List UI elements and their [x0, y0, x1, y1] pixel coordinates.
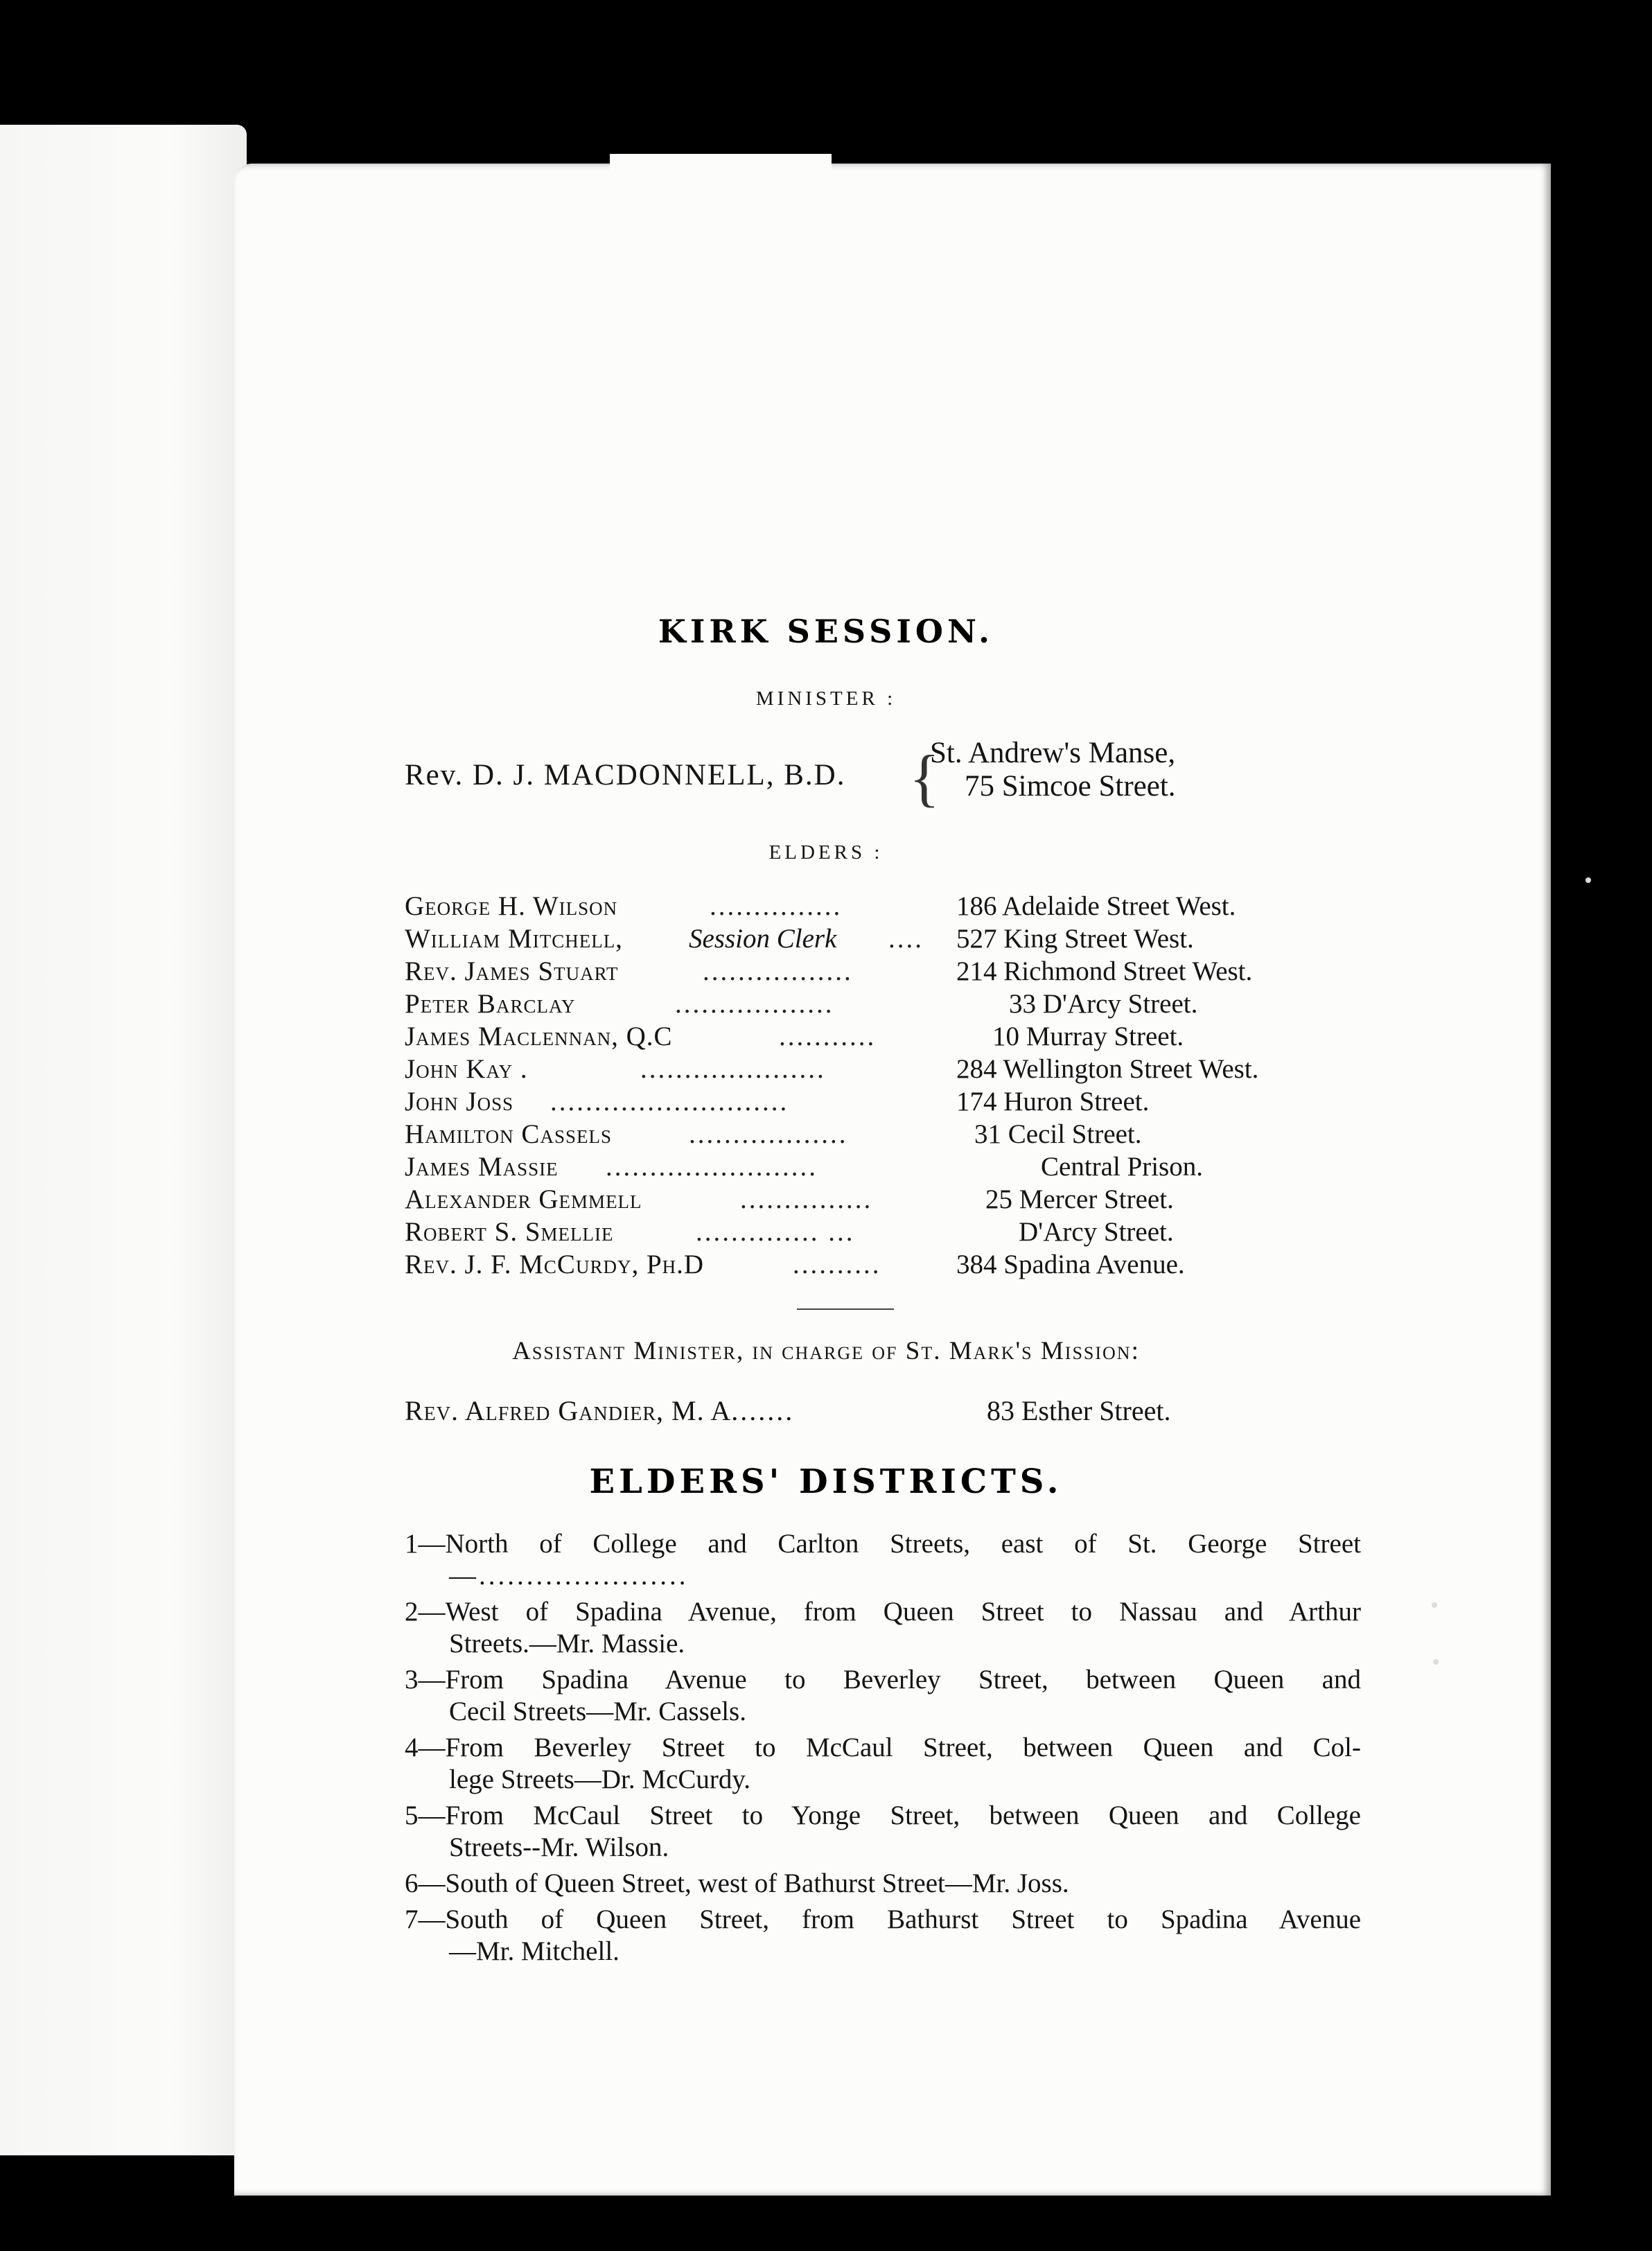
districts-title: ELDERS' DISTRICTS. — [589, 1462, 1063, 1501]
elder-row — [405, 1053, 1375, 1085]
elder-row — [405, 1085, 1375, 1118]
district-item — [405, 1800, 1361, 1864]
leader-dots: ............... — [740, 1184, 873, 1214]
elder-row — [405, 922, 1375, 955]
district-line: 7—South of Queen Street, from Bathurst Street to Spadina Avenue — [405, 1904, 1361, 1934]
district-item — [405, 1732, 1361, 1796]
leader-dots: ................. — [703, 956, 853, 986]
elder-name: Rev. James Stuart — [405, 956, 619, 986]
elder-name: John Joss — [405, 1087, 514, 1116]
page-title: KIRK SESSION. — [658, 613, 994, 650]
elder-name: Hamilton Cassels — [405, 1119, 612, 1149]
district-item — [405, 1904, 1361, 1968]
district-line: Streets.—Mr. Massie. — [449, 1629, 685, 1658]
district-item — [405, 1868, 1361, 1900]
elder-row — [405, 890, 1375, 922]
elder-name: Alexander Gemmell — [405, 1184, 642, 1214]
elder-address: 384 Spadina Avenue. — [956, 1250, 1185, 1279]
leader-dots: ....... — [731, 1395, 795, 1426]
elder-address: 33 D'Arcy Street. — [1009, 989, 1198, 1019]
assistant-address: 83 Esther Street. — [987, 1395, 1171, 1426]
leader-dots: .... — [888, 924, 924, 954]
leader-dots: ............... — [710, 891, 843, 921]
elder-row — [405, 955, 1375, 988]
district-line: lege Streets—Dr. McCurdy. — [449, 1764, 751, 1794]
elder-address: 527 King Street West. — [956, 924, 1194, 954]
district-item — [405, 1596, 1361, 1660]
elder-address: Central Prison. — [1041, 1152, 1203, 1182]
leader-dots: ..................... — [640, 1054, 826, 1084]
district-line: —...................... — [449, 1561, 689, 1591]
districts-list — [405, 1528, 1361, 1972]
elder-name: George H. Wilson — [405, 891, 618, 921]
elder-name: John Kay . — [405, 1054, 528, 1084]
elder-address: 25 Mercer Street. — [985, 1184, 1174, 1214]
elder-row — [405, 988, 1375, 1020]
elder-address: D'Arcy Street. — [1019, 1217, 1174, 1247]
assistant-minister-heading: Assistant Minister, in charge of St. Mark's Mission: — [512, 1337, 1140, 1365]
elder-address: 186 Adelaide Street West. — [956, 891, 1236, 921]
elder-name: Peter Barclay — [405, 989, 576, 1019]
district-item — [405, 1528, 1361, 1592]
elder-name: William Mitchell, — [405, 924, 623, 954]
district-line: Streets--Mr. Wilson. — [449, 1832, 669, 1862]
speck — [1433, 1659, 1439, 1665]
leader-dots: .......... — [793, 1250, 881, 1279]
district-line: 1—North of College and Carlton Streets, east of St. George Street — [405, 1529, 1361, 1559]
elder-row — [405, 1248, 1375, 1281]
elder-name: Rev. J. F. McCurdy, Ph.D — [405, 1250, 705, 1279]
district-line: —Mr. Mitchell. — [449, 1936, 620, 1966]
district-line: 5—From McCaul Street to Yonge Street, between Queen and College — [405, 1801, 1361, 1830]
district-line: 6—South of Queen Street, west of Bathurst Street—Mr. Joss. — [405, 1868, 1069, 1898]
elder-address: 31 Cecil Street. — [974, 1119, 1142, 1149]
assistant-minister-row — [405, 1394, 1171, 1427]
leader-dots: .............. ... — [696, 1217, 855, 1247]
elder-name: Robert S. Smellie — [405, 1217, 614, 1247]
leader-dots: .................. — [689, 1119, 848, 1149]
elder-row — [405, 1150, 1375, 1183]
minister-name: Rev. D. J. MACDONNELL, B.D. — [405, 759, 846, 791]
elder-name: James Massie — [405, 1152, 559, 1182]
district-line: 2—West of Spadina Avenue, from Queen Street to Nassau and Arthur — [405, 1597, 1361, 1627]
facing-page — [0, 125, 247, 2155]
elder-row — [405, 1020, 1375, 1053]
leader-dots: ........................ — [606, 1152, 818, 1182]
minister-block — [405, 736, 1236, 819]
elder-address: 174 Huron Street. — [956, 1087, 1150, 1116]
elder-address: 10 Murray Street. — [992, 1022, 1184, 1051]
district-line: 4—From Beverley Street to McCaul Street, between Queen and Col- — [405, 1733, 1361, 1762]
speck — [1432, 1602, 1437, 1608]
leader-dots: ........... — [779, 1022, 877, 1051]
elders-list — [405, 890, 1375, 1281]
minister-address-line2: 75 Simcoe Street. — [965, 770, 1176, 803]
brace-glyph: { — [909, 742, 940, 813]
district-item — [405, 1664, 1361, 1728]
district-line: Cecil Streets—Mr. Cassels. — [449, 1697, 746, 1726]
divider — [797, 1308, 894, 1310]
elder-address: 284 Wellington Street West. — [956, 1054, 1259, 1084]
elders-heading: ELDERS : — [768, 841, 884, 864]
elder-address: 214 Richmond Street West. — [956, 956, 1253, 986]
minister-heading: MINISTER : — [755, 687, 897, 710]
assistant-name: Rev. Alfred Gandier, M. A — [405, 1395, 732, 1426]
minister-address-line1: St. Andrew's Manse, — [930, 737, 1176, 769]
elder-row — [405, 1216, 1375, 1248]
district-line: 3—From Spadina Avenue to Beverley Street, between Queen and — [405, 1665, 1361, 1694]
leader-dots: .................. — [675, 989, 834, 1019]
speck — [1585, 877, 1591, 883]
elder-note: Session Clerk — [689, 924, 837, 954]
elder-row — [405, 1183, 1375, 1216]
elder-name: James Maclennan, Q.C — [405, 1022, 673, 1051]
page-tab — [610, 154, 832, 177]
elder-row — [405, 1118, 1375, 1150]
leader-dots: ........................... — [550, 1087, 789, 1116]
